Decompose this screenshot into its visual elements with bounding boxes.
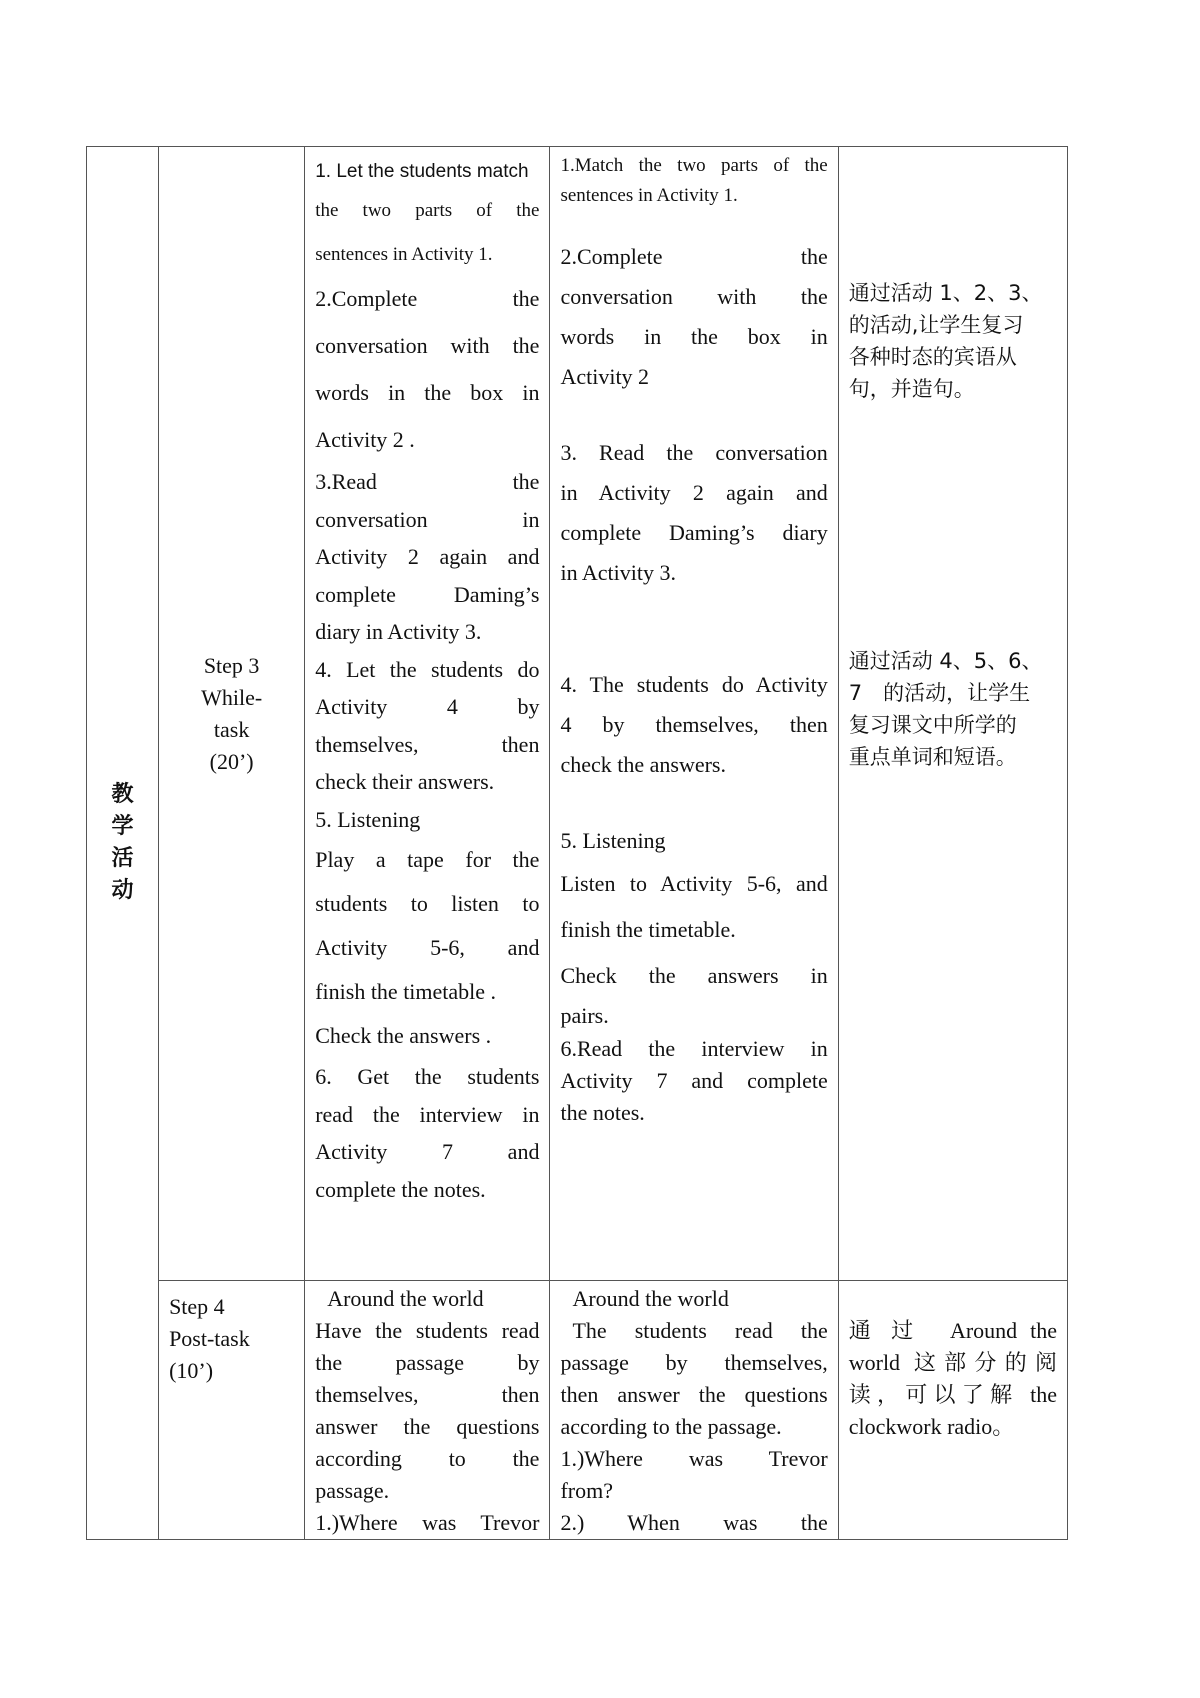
text-line: Have the students read — [315, 1318, 540, 1343]
text-line: complete Daming’s diary — [560, 520, 828, 545]
step3-label-line: task — [213, 716, 250, 742]
purpose-block-3 — [839, 1281, 1067, 1443]
step3-label-line: Step 3 — [203, 652, 260, 678]
text-line: passage. — [315, 1478, 390, 1503]
text-line: then answer the questions — [560, 1382, 828, 1407]
purpose-block-1 — [839, 147, 1067, 405]
section-label-cell — [87, 147, 159, 1540]
step3-label-line: (20’) — [209, 748, 254, 774]
text-line: 2.Complete the — [560, 244, 828, 269]
step4-teacher-activities — [305, 1281, 550, 1540]
step4-purpose — [838, 1281, 1067, 1540]
text-line: Activity 7 and — [315, 1139, 540, 1164]
text-line: words in the box in — [315, 380, 540, 405]
text-line: 通 过 Around the — [848, 1318, 1057, 1343]
text-line: 1. Let the students match — [315, 161, 529, 182]
text-line: Activity 2 again and — [315, 544, 540, 569]
text-line: 重点单词和短语。 — [848, 745, 1017, 769]
text-line: 4 by themselves, then — [560, 712, 828, 737]
text-line: complete Daming’s — [315, 581, 540, 607]
step3-teacher-activities — [305, 147, 550, 1281]
student-activity-1 — [560, 151, 827, 211]
teacher-activity-5 — [315, 801, 539, 1059]
text-line: 4. Let the students do — [315, 656, 540, 682]
text-line: finish the timetable . — [315, 979, 497, 1004]
text-line: passage by themselves, — [560, 1350, 828, 1375]
step4-label-line: (10’) — [169, 1358, 214, 1383]
text-line: themselves, then — [315, 1382, 540, 1407]
step3-purpose — [838, 147, 1067, 1281]
text-line: from? — [560, 1478, 613, 1503]
text-line: Around the world — [572, 1286, 729, 1311]
step4-label-line: Post-task — [169, 1326, 250, 1351]
text-line: Play a tape for the — [315, 847, 540, 872]
text-line: Activity 7 and complete — [560, 1068, 828, 1093]
text-line: check their answers. — [315, 769, 495, 794]
text-line: answer the questions — [315, 1414, 540, 1439]
text-line: pairs. — [560, 1003, 609, 1028]
text-line: 7 的活动，让学生 — [848, 681, 1031, 705]
student-activity-2 — [560, 237, 827, 397]
text-line: the two parts of the — [315, 200, 540, 221]
text-line: finish the timetable. — [560, 917, 736, 942]
step4-student-activities — [550, 1281, 838, 1540]
text-line: Activity 2 — [560, 364, 650, 389]
student-activity-3 — [560, 433, 827, 593]
text-line: 6.Read the interview in — [560, 1036, 828, 1061]
step3-student-activities — [550, 147, 838, 1281]
text-line: according to the passage. — [560, 1414, 782, 1439]
teacher-activity-6 — [315, 1058, 539, 1208]
text-line: conversation with the — [560, 284, 828, 309]
student-activity-4 — [560, 665, 827, 785]
text-line: 3.Read the — [315, 469, 540, 494]
text-line: 3. Read the conversation — [560, 440, 828, 465]
step3-label-cell — [159, 147, 305, 1281]
text-line: 1.)Where was Trevor — [315, 1510, 540, 1535]
step3-label — [159, 650, 304, 778]
text-line: 的活动,让学生复习 — [848, 313, 1024, 337]
text-line: 2.Complete the — [315, 286, 540, 311]
text-line: in Activity 2 again and — [560, 480, 828, 505]
purpose-block-2 — [839, 405, 1067, 773]
text-line: students to listen to — [315, 891, 540, 916]
text-line: in Activity 3. — [560, 560, 676, 585]
text-line: clockwork radio。 — [848, 1414, 1015, 1439]
text-line: 1.Match the two parts of the — [560, 155, 828, 176]
step3-label-line: While- — [201, 684, 263, 710]
text-line: Activity 5-6, and — [315, 935, 540, 960]
text-line: Check the answers . — [315, 1023, 492, 1048]
text-line: conversation in — [315, 506, 540, 532]
teacher-activity-1 — [315, 157, 539, 275]
table-row-step3 — [87, 147, 1068, 1281]
text-line: complete the notes. — [315, 1176, 486, 1202]
text-line: world 这部分的阅 — [848, 1350, 1057, 1375]
text-line: 各种时态的宾语从 — [848, 345, 1017, 369]
text-line: 通过活动 4、5、6、 — [848, 649, 1043, 673]
step4-label-line: Step 4 — [169, 1294, 225, 1319]
student-activity-5 — [560, 821, 827, 1033]
text-line: sentences in Activity 1. — [560, 185, 738, 206]
table-row-step4 — [87, 1281, 1068, 1540]
step4-label-cell — [159, 1281, 305, 1540]
text-line: conversation with the — [315, 333, 540, 358]
teacher-activity-2 — [315, 275, 539, 463]
section-label: 教学活动 — [111, 782, 134, 903]
text-line: diary in Activity 3. — [315, 619, 482, 644]
text-line: 句，并造句。 — [848, 377, 975, 401]
text-line: 复习课文中所学的 — [848, 713, 1017, 737]
text-line: themselves, then — [315, 731, 540, 757]
text-line: 4. The students do Activity — [560, 672, 828, 697]
teacher-activity-4 — [315, 651, 539, 801]
text-line: 通过活动 1、2、3、 — [848, 281, 1043, 305]
text-line: read the interview in — [315, 1101, 540, 1127]
text-line: Activity 4 by — [315, 694, 540, 719]
text-line: 2.) When was the — [560, 1510, 828, 1535]
text-line: 1.)Where was Trevor — [560, 1446, 828, 1471]
teacher-activity-3 — [315, 463, 539, 651]
text-line: Around the world — [327, 1286, 484, 1311]
text-line: sentences in Activity 1. — [315, 244, 493, 265]
text-line: Listen to Activity 5-6, and — [560, 871, 828, 896]
text-line: 5. Listening — [560, 828, 666, 853]
text-line: 5. Listening — [315, 806, 421, 832]
text-line: Check the answers in — [560, 963, 828, 988]
text-line: The students read the — [572, 1318, 828, 1343]
student-activity-6 — [560, 1033, 827, 1129]
text-line: 读，可以了解 the — [848, 1382, 1057, 1407]
text-line: check the answers. — [560, 752, 726, 777]
lesson-plan-table — [86, 146, 1068, 1540]
text-line: according to the — [315, 1446, 540, 1471]
text-line: Activity 2 . — [315, 427, 415, 452]
text-line: words in the box in — [560, 324, 828, 349]
text-line: the notes. — [560, 1100, 645, 1125]
text-line: 6. Get the students — [315, 1064, 540, 1089]
text-line: the passage by — [315, 1350, 540, 1375]
